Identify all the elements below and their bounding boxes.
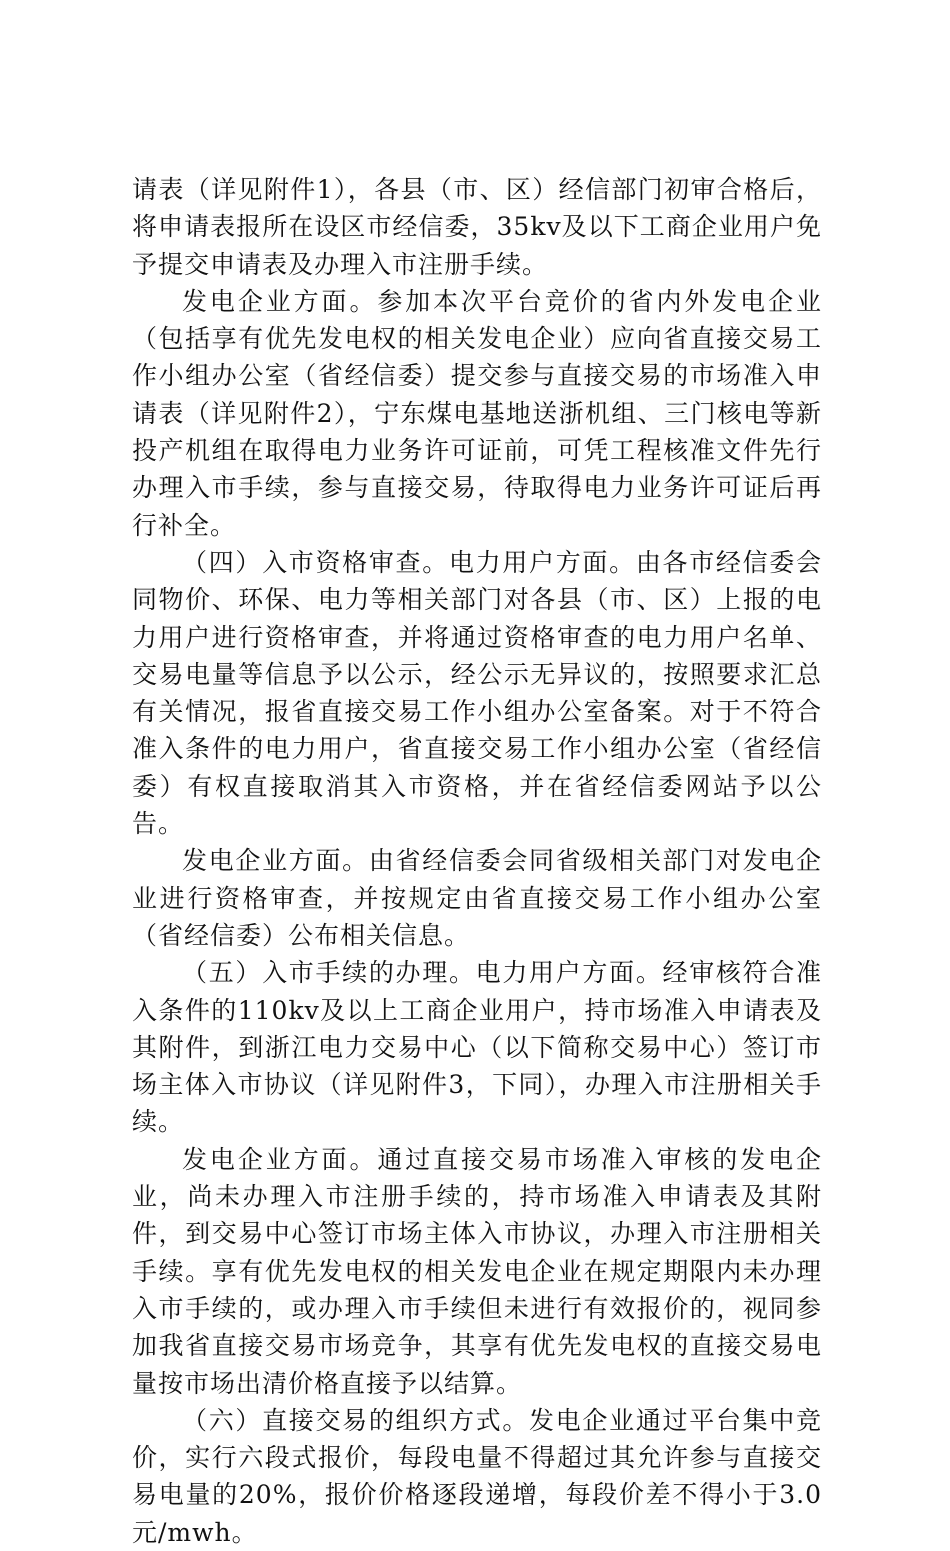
paragraph-generator-application: 发电企业方面。参加本次平台竞价的省内外发电企业（包括享有优先发电权的相关发电企业）应向省直接交易工作小组办公室（省经信委）提交参与直接交易的市场准入申请表（详见附件2），宁东煤电基地送浙机组、三门核电等新投产机组在取得电力业务许可证前，可凭工程核准文件先行办理入市手续，参与直接交易，待取得电力业务许可证后再行补全。 xyxy=(132,286,822,540)
paragraph-section-5-registration: （五）入市手续的办理。电力用户方面。经审核符合准入条件的110kv及以上工商企业用户，持市场准入申请表及其附件，到浙江电力交易中心（以下简称交易中心）签订市场主体入市协议（详见附件3，下同），办理入市注册相关手续。 xyxy=(132,958,822,1137)
paragraph-generator-qualification-review: 发电企业方面。由省经信委会同省级相关部门对发电企业进行资格审查，并按规定由省直接交易工作小组办公室（省经信委）公布相关信息。 xyxy=(132,846,822,950)
paragraph-section-4-qualification-review: （四）入市资格审查。电力用户方面。由各市经信委会同物价、环保、电力等相关部门对各县（市、区）上报的电力用户进行资格审查，并将通过资格审查的电力用户名单、交易电量等信息予以公示，经公示无异议的，按照要求汇总有关情况，报省直接交易工作小组办公室备案。对于不符合准入条件的电力用户，省直接交易工作小组办公室（省经信委）有权直接取消其入市资格，并在省经信委网站予以公告。 xyxy=(132,547,822,839)
paragraph-generator-registration: 发电企业方面。通过直接交易市场准入审核的发电企业，尚未办理入市注册手续的，持市场准入申请表及其附件，到交易中心签订市场主体入市协议，办理入市注册相关手续。享有优先发电权的相关发电企业在规定期限内未办理入市手续的，或办理入市手续但未进行有效报价的，视同参加我省直接交易市场竞争，其享有优先发电权的直接交易电量按市场出清价格直接予以结算。 xyxy=(132,1144,822,1398)
paragraph-application-continuation: 请表（详见附件1），各县（市、区）经信部门初审合格后，将申请表报所在设区市经信委，35kv及以下工商企业用户免予提交申请表及办理入市注册手续。 xyxy=(132,175,822,279)
paragraph-section-6-trading-method: （六）直接交易的组织方式。发电企业通过平台集中竞价，实行六段式报价，每段电量不得超过其允许参与直接交易电量的20%，报价价格逐段递增，每段价差不得小于3.0元/mwh。 xyxy=(132,1405,822,1547)
